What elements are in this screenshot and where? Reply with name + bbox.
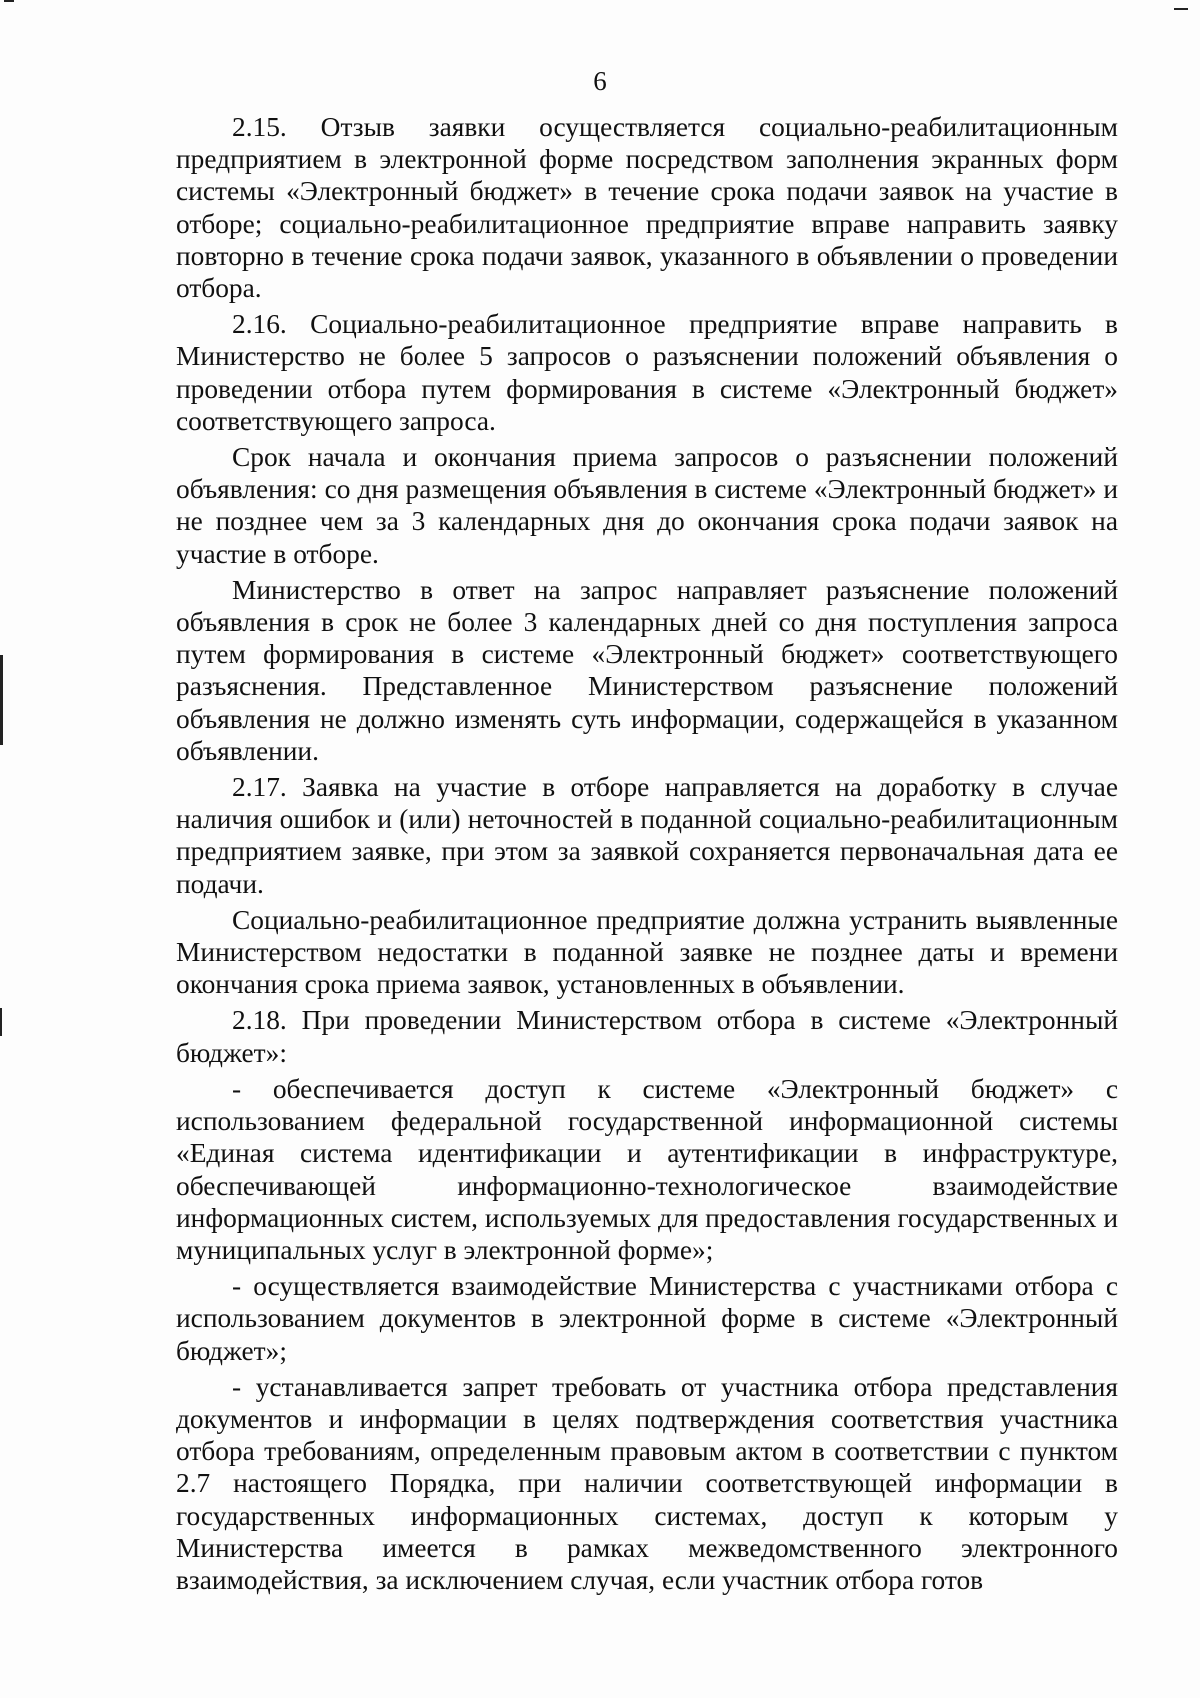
scan-artifact <box>0 1008 2 1036</box>
scan-artifact <box>4 0 14 2</box>
scan-artifact <box>1174 8 1188 10</box>
paragraph-ministry-answer: Министерство в ответ на запрос направляет разъяснение положений объявления в срок не более 3 календарных дней со дня поступления запроса путем формирования в системе «Электронный бюджет» соответствующего разъяснения. Представленное Министерством разъяснение положений объявления не должно изменять суть информации, содержащейся в указанном объявлении. <box>176 574 1118 766</box>
document-body <box>176 111 1118 1600</box>
page-number: 6 <box>593 66 607 96</box>
list-item-access: - обеспечивается доступ к системе «Электронный бюджет» с использованием федеральной государственной информационной системы «Единая система идентификации и аутентификации в инфраструктуре, обеспечивающей информационно-технологическое взаимодействие информационных систем, используемых для предоставления государственных и муниципальных услуг в электронной форме»; <box>176 1073 1118 1265</box>
paragraph-fix-deficiencies: Социально-реабилитационное предприятие должна устранить выявленные Министерством недостатки в поданной заявке не позднее даты и времени окончания срока приема заявок, установленных в объявлении. <box>176 904 1118 1000</box>
list-item-interaction: - осуществляется взаимодействие Министерства с участниками отбора с использованием документов в электронной форме в системе «Электронный бюджет»; <box>176 1271 1118 1366</box>
paragraph-request-period: Срок начала и окончания приема запросов о разъяснении положений объявления: со дня размещения объявления в системе «Электронный бюджет» и не позднее чем за 3 календарных дня до окончания срока подачи заявок на участие в отборе. <box>176 442 1118 569</box>
paragraph-2-18: 2.18. При проведении Министерством отбора в системе «Электронный бюджет»: <box>176 1005 1118 1068</box>
paragraph-2-17: 2.17. Заявка на участие в отборе направляется на доработку в случае наличия ошибок и (или) неточностей в поданной социально-реабилитационным предприятием заявке, при этом за заявкой сохраняется первоначальная дата ее подачи. <box>176 772 1118 899</box>
paragraph-2-15: 2.15. Отзыв заявки осуществляется социально-реабилитационным предприятием в электронной форме посредством заполнения экранных форм системы «Электронный бюджет» в течение срока подачи заявок на участие в отборе; социально-реабилитационное предприятие вправе направить заявку повторно в течение срока подачи заявок, указанного в объявлении о проведении отбора. <box>176 112 1118 304</box>
paragraph-2-16: 2.16. Социально-реабилитационное предприятие вправе направить в Министерство не более 5 запросов о разъяснении положений объявления о проведении отбора путем формирования в системе «Электронный бюджет» соответствующего запроса. <box>176 309 1118 436</box>
list-item-prohibition: - устанавливается запрет требовать от участника отбора представления документов и информации в целях подтверждения соответствия участника отбора требованиям, определенным правовым актом в соответствии с пунктом 2.7 настоящего Порядка, при наличии соответствующей информации в государственных информационных системах, доступ к которым у Министерства имеется в рамках межведомственного электронного взаимодействия, за исключением случая, если участник отбора готов <box>176 1371 1118 1595</box>
scan-artifact <box>0 655 3 745</box>
